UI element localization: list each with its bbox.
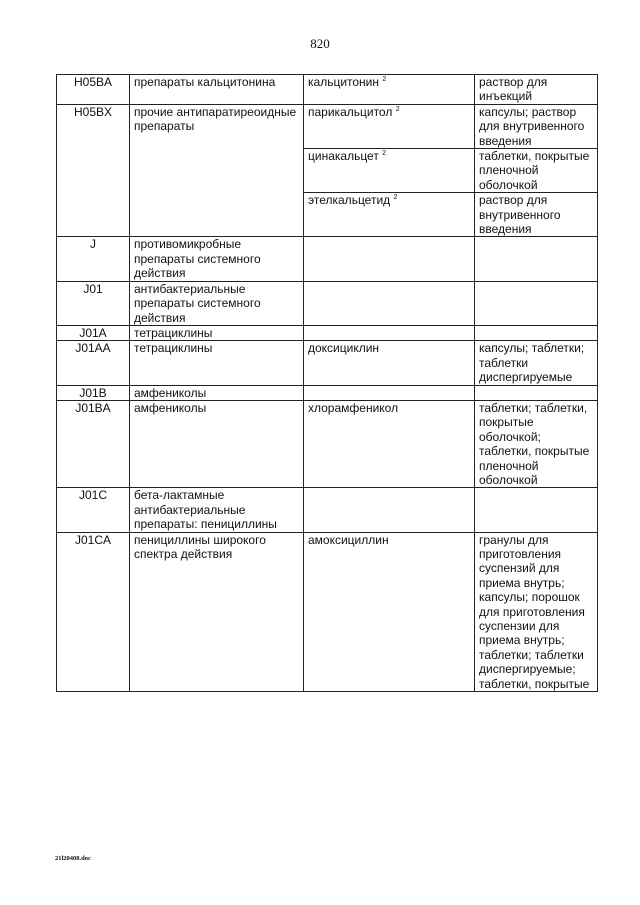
- atc-code: H05BA: [57, 75, 130, 105]
- dosage-form: капсулы; таблетки; таблетки диспергируемые: [475, 341, 598, 385]
- atc-code: J01B: [57, 385, 130, 400]
- atc-group: тетрациклины: [130, 325, 304, 340]
- dosage-form: гранулы для приготовления суспензий для приема внутрь; капсулы; порошок для приготовления суспензии для приема внутрь; таблетки; таблетки диспергируемые; таблетки, покрытые: [475, 532, 598, 691]
- table-row: [57, 104, 598, 148]
- drug-name: [304, 237, 475, 281]
- drug-name: амоксициллин: [304, 532, 475, 691]
- dosage-form: [475, 281, 598, 325]
- atc-group: бета-лактамные антибактериальные препараты: пенициллины: [130, 488, 304, 532]
- dosage-form: раствор для внутривенного введения: [475, 193, 598, 237]
- atc-group: амфениколы: [130, 385, 304, 400]
- table-row: [57, 385, 598, 400]
- atc-group: тетрациклины: [130, 341, 304, 385]
- drug-name: цинакальцет $^2$: [304, 149, 475, 193]
- table-row: [57, 488, 598, 532]
- atc-group: прочие антипаратиреоидные препараты: [130, 104, 304, 148]
- atc-code: J01C: [57, 488, 130, 532]
- dosage-form: таблетки; таблетки, покрытые оболочкой; таблетки, покрытые пленочной оболочкой: [475, 400, 598, 487]
- drug-name: этелкальцетид $^2$: [304, 193, 475, 237]
- dosage-form: раствор для инъекций: [475, 75, 598, 105]
- drug-name: доксициклин: [304, 341, 475, 385]
- table-row: [57, 75, 598, 105]
- table-row: [57, 400, 598, 487]
- atc-group: амфениколы: [130, 400, 304, 487]
- atc-code: [57, 149, 130, 193]
- atc-group: препараты кальцитонина: [130, 75, 304, 105]
- table-row: [57, 325, 598, 340]
- atc-code: J01BA: [57, 400, 130, 487]
- footnote-mark: 2: [395, 105, 400, 113]
- atc-code: [57, 193, 130, 237]
- page-number: 820: [310, 36, 330, 51]
- table-row: [57, 149, 598, 193]
- atc-code: J01CA: [57, 532, 130, 691]
- atc-group: антибактериальные препараты системного действия: [130, 281, 304, 325]
- dosage-form: [475, 385, 598, 400]
- table-row: [57, 532, 598, 691]
- drug-name: [304, 385, 475, 400]
- atc-code: J01A: [57, 325, 130, 340]
- footnote-mark: 2: [382, 76, 387, 83]
- atc-code: H05BX: [57, 104, 130, 148]
- atc-code: J01AA: [57, 341, 130, 385]
- dosage-form: капсулы; раствор для внутривенного введения: [475, 104, 598, 148]
- table-row: [57, 193, 598, 237]
- drug-name: хлорамфеникол: [304, 400, 475, 487]
- footnote-mark: 2: [382, 150, 387, 158]
- atc-group: противомикробные препараты системного действия: [130, 237, 304, 281]
- atc-group: пенициллины широкого спектра действия: [130, 532, 304, 691]
- atc-code: J: [57, 237, 130, 281]
- drug-name: [304, 325, 475, 340]
- document-filename: 21l20408.doc: [55, 855, 91, 862]
- dosage-form: [475, 488, 598, 532]
- dosage-form: [475, 237, 598, 281]
- drug-name: [304, 488, 475, 532]
- atc-code: J01: [57, 281, 130, 325]
- dosage-form: [475, 325, 598, 340]
- atc-group: [130, 193, 304, 237]
- drug-name: кальцитонин $^2$: [304, 75, 475, 105]
- table-row: [57, 237, 598, 281]
- drug-name: [304, 281, 475, 325]
- footnote-mark: 2: [393, 194, 398, 202]
- atc-group: [130, 149, 304, 193]
- dosage-form: таблетки, покрытые пленочной оболочкой: [475, 149, 598, 193]
- drug-name: парикальцитол $^2$: [304, 104, 475, 148]
- drug-classification-table: [56, 74, 598, 692]
- table-row: [57, 281, 598, 325]
- table-row: [57, 341, 598, 385]
